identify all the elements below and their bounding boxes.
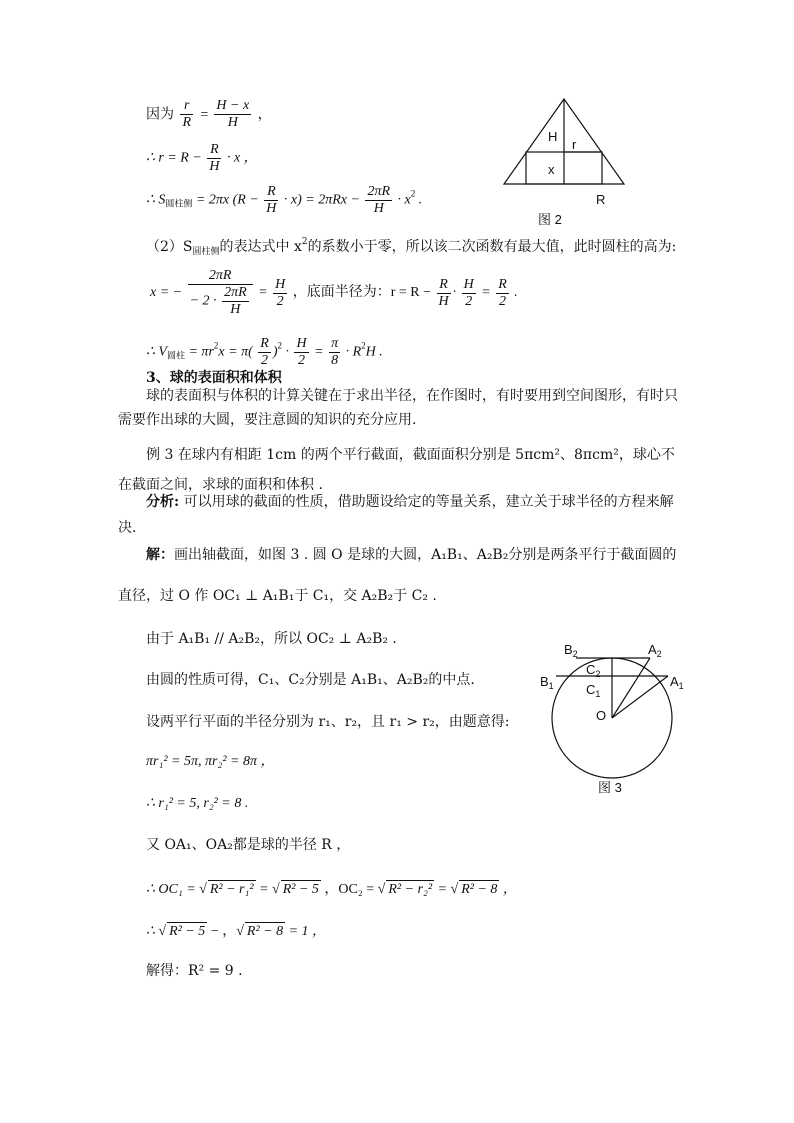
numerator: r [180,98,193,115]
fraction [496,277,509,310]
fraction [365,184,392,217]
text: 因为 [146,106,174,123]
step-8: ∴ √ R² − 5 − ，√ R² − 8 = 1 ， [146,924,327,939]
sqrt-expr: R² − 5 [169,924,206,939]
analysis-text: 可以用球的截面的性质，借助题设给定的等量关系，建立关于球半径的方程来解决. [118,494,674,536]
step-1: 由于 A₁B₁ // A₂B₂，所以 OC₂ ⊥ A₂B₂ . [146,631,397,647]
step-4: πr₁² = 5π, πr₂² = 8π ， [146,754,275,769]
denominator: H [373,201,384,216]
numerator: R [260,336,269,351]
step-9: 解得：R² = 9 . [146,963,243,979]
subscript: 圆柱侧 [192,247,220,257]
text: · x) = 2πRx − [283,192,364,208]
numerator: 2πR [367,184,391,199]
analysis-paragraph [118,489,680,541]
denominator: 2 [261,353,269,368]
formula-line-2 [146,142,258,175]
text: ∴ [146,924,159,939]
formula-line-6 [146,336,383,369]
numerator: H [275,276,286,292]
text: = 1 ， [285,924,327,939]
example-3: 例 3 在球内有相距 1cm 的两个平行截面，截面面积分别是 5πcm²、8πcm²，球心不在截面之间，求球的面积和体积 . [118,447,675,493]
text: 的系数小于零，所以该二次函数有最大值，此时圆柱的高为: [307,239,677,255]
solution-line-2: 直径，过 O 作 OC₁ ⊥ A₁B₁于 C₁，交 A₂B₂于 C₂ . [118,588,437,604]
denominator: 2 [276,293,284,309]
text: − ， [207,924,237,939]
superscript: 2 [361,340,366,351]
text: = [258,285,272,301]
text: = πr [184,344,214,360]
label-H: H [548,129,558,144]
fraction [273,277,287,310]
figure-3-caption: 图 3 [598,780,622,795]
label-r: r [572,137,577,152]
fraction [462,277,476,310]
denominator: H [230,302,241,317]
sqrt-expr: R² − 8 [461,882,498,897]
label-x: x [548,162,555,177]
label-O: O [596,708,607,723]
formula-line-5: x = − 2πR − 2 · $\frac{2\pi R}{H}$ = $\frac{H}{2}$ ，底面半径为：r = R − $\frac{R}{H}$ · $\frac{H}{2}$ = $\frac{R}{2}$ . [150,268,518,317]
superscript: 2 [410,188,416,199]
denominator: H [438,293,449,309]
text: （2）S [146,239,193,255]
label-B2: $B_2$ [564,642,578,659]
fraction [437,277,451,310]
fraction-R-over-H [207,142,221,175]
text: H . [365,344,383,360]
text: . [514,285,518,301]
numerator: R [207,142,221,159]
text: . [415,192,423,208]
fraction-r-over-R [180,98,193,131]
section-title: 3、球的表面积和体积 [146,370,282,386]
numerator: 2πR [188,268,253,285]
denominator: H [266,201,277,216]
text: · [281,344,293,360]
text-line-4 [146,233,676,261]
fraction-complex [188,268,253,318]
fraction [294,336,308,369]
text: = [255,882,273,897]
subscript: 圆柱 [166,350,185,361]
text: · x ， [226,150,258,166]
numerator: R [498,276,507,292]
denominator: 2 [465,293,473,309]
line-OA1 [612,676,668,718]
text: = [434,882,451,897]
denominator: 2 [499,293,506,309]
sqrt-expr: R² − 5 [282,882,319,897]
fraction [264,184,278,217]
sqrt-expr: R² − r₂² [388,882,433,897]
denominator: 2 [298,353,306,368]
solution-text: 画出轴截面，如图 3 . 圆 O 是球的大圆，A₁B₁、A₂B₂分别是两条平行于截面圆的 [174,547,677,563]
text: ，OC₂ = [320,882,378,897]
denominator: H [209,159,220,174]
denominator: 8 [331,353,339,368]
text: ∴ r = R − [146,150,206,166]
numerator: π [331,336,339,351]
subscript: 圆柱侧 [165,198,193,209]
paragraph-intro: 球的表面积与体积的计算关键在于求出半径，在作图时，有时要用到空间图形，有时只需要作出球的大圆，要注意圆的知识的充分应用. [118,388,678,428]
formula-line-3 [146,184,422,217]
text: x = − [150,285,183,301]
numerator: R [437,277,451,294]
text: 的表达式中 x [219,239,302,255]
label-A1: $A_1$ [670,674,684,691]
solution-line-1 [146,546,676,564]
inner-fraction [222,285,249,318]
numerator: H [463,276,474,292]
text: x = π( [218,344,253,360]
figure-2-caption: 图 2 [538,212,562,227]
step-3: 设两平行平面的半径分别为 r₁、r₂，且 r₁ > r₂，由题意得: [146,714,510,730]
figure-2-diagram [496,96,632,232]
text: = [481,285,495,301]
step-7: ∴ OC₁ = √ R² − r₁² = √ R² − 5 ，OC₂ = √ R² − r₂² = √ R² − 8 ， [146,882,517,897]
line-OA2 [612,658,650,718]
denominator [188,285,253,318]
label-C2: $C_2$ [586,662,601,679]
label-C1: $C_1$ [586,682,601,699]
step-2: 由圆的性质可得，C₁、C₂分别是 A₁B₁、A₂B₂的中点. [146,672,475,688]
superscript: 2 [213,340,219,351]
fraction [329,336,340,369]
label-A2: $A_2$ [648,642,662,659]
numerator: H [296,336,307,351]
fraction-hx-over-h [214,98,251,131]
figure-3-diagram [536,636,696,800]
text: ∴ OC₁ = [146,882,200,897]
text: = 2πx (R − [192,192,263,208]
text: ∴ S [146,192,166,208]
numerator: R [264,184,278,201]
numerator: 2πR [224,285,247,300]
text: = [314,344,328,360]
text: ， [499,882,517,897]
step-5: ∴ r₁² = 5, r₂² = 8 . [146,796,249,811]
formula-line-1: 因为 $\frac{r}{R}$ = $\frac{H - x}{H}$ ， [146,98,272,130]
text: ，底面半径为：r = R − [292,285,432,301]
text: − 2 · [189,293,217,309]
fraction [258,336,271,369]
solution-label: 解： [146,547,174,563]
text: · R [345,344,362,360]
text: · x [397,192,411,208]
step-6: 又 OA₁、OA₂都是球的半径 R ， [146,837,351,853]
numerator: H − x [216,98,250,113]
text: ) [272,344,278,360]
label-B1: $B_1$ [540,674,554,691]
sqrt-expr: R² − r₁² [209,882,254,897]
analysis-label: 分析: [146,494,180,510]
superscript: 2 [277,340,282,351]
denominator: H [227,115,238,130]
label-R: R [596,192,606,207]
superscript: 2 [301,237,308,247]
sqrt-expr: R² − 8 [246,924,284,939]
denominator: R [182,115,192,130]
text: ∴ V [146,344,167,360]
text: ， [257,106,272,123]
